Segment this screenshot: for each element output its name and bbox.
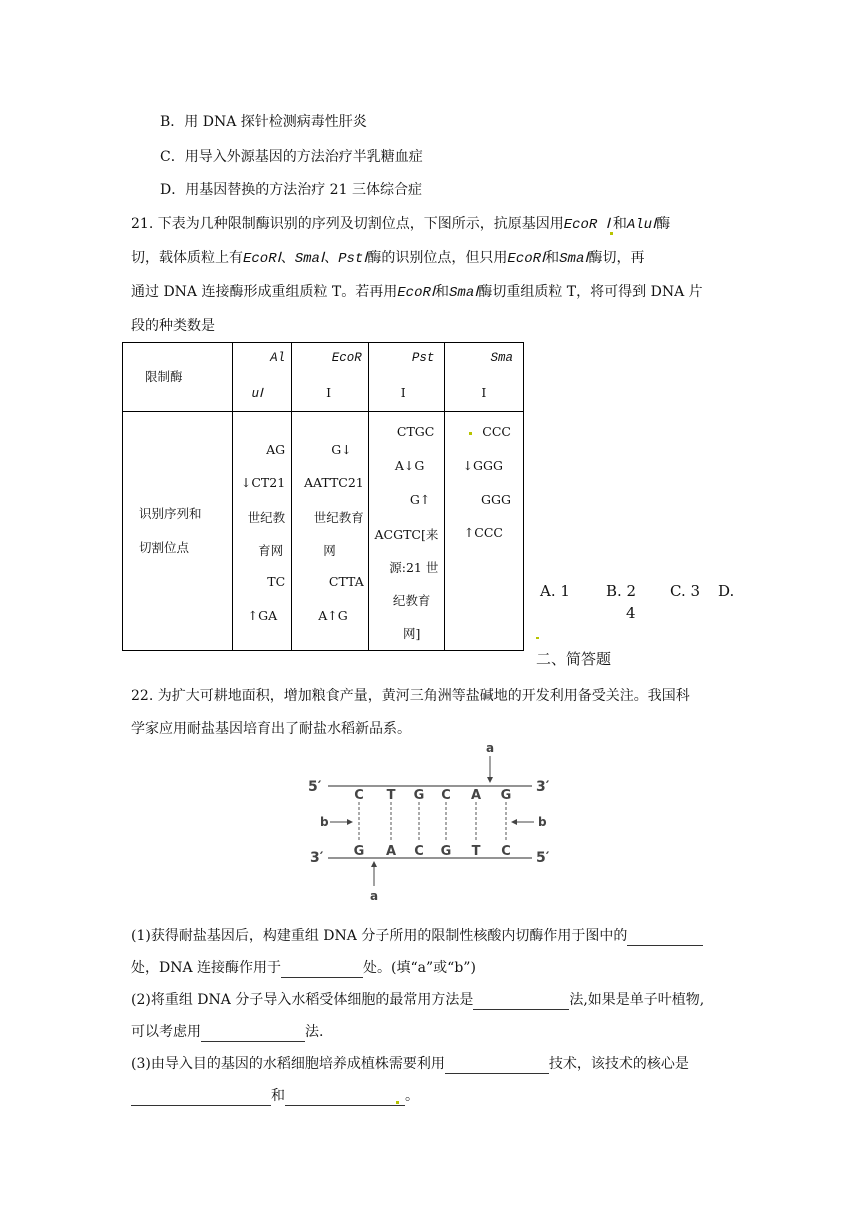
top-base: T: [386, 788, 396, 803]
label-a-bottom: a: [369, 889, 379, 903]
pst-sequence: CTGC A↓G G↑ ACGTC[来 源:21 世 纪教育 网]: [374, 424, 439, 641]
q22-part3-line1: (3)由导入目的基因的水稻细胞培养成植株需要利用 技术，该技术的核心是: [131, 1056, 689, 1072]
bottom-base: A: [385, 844, 397, 859]
yellow-mark-icon: [536, 637, 539, 639]
blank-7[interactable]: [285, 1091, 405, 1106]
top-base: G: [413, 788, 425, 803]
restriction-enzyme-table: 限制酶 Al uⅠ EcoR Ⅰ Pst Ⅰ Sma Ⅰ 识别序列和 切割位点 AG ↓CT21 世纪教 育网 TC ↑GA G↓ AATTC21 世纪教育 网 CTTA A↑G CTGC A↓G G↑ ACGTC[来 源:21 世 纪教育 网] CCC ↓GGG GGG ↑CCC: [122, 342, 524, 651]
label-a-top: a: [485, 741, 495, 755]
yellow-mark-icon: [610, 232, 613, 235]
dna-diagram: [300, 740, 560, 906]
blank-6[interactable]: [131, 1091, 271, 1106]
q22-part2-line2: 可以考虑用 法.: [131, 1024, 324, 1040]
blank-4[interactable]: [201, 1027, 305, 1042]
bottom-base: T: [471, 844, 481, 859]
q22-line-1: 22. 为扩大可耕地面积，增加粮食产量，黄河三角洲等盐碱地的开发利用备受关注。我国科: [131, 688, 690, 704]
bottom-base: G: [353, 844, 365, 859]
top-3-label: 3′: [536, 779, 550, 795]
yellow-mark-icon: [396, 1101, 399, 1104]
row-label-1: 识别序列和: [139, 506, 202, 521]
q22-part2-line1: (2)将重组 DNA 分子导入水稻受体细胞的最常用方法是 法,如果是单子叶植物,: [131, 992, 705, 1008]
q22-part1-line2: 处，DNA 连接酶作用于 处。(填“a”或“b”): [131, 960, 476, 976]
q22-part1-line1: (1)获得耐盐基因后，构建重组 DNA 分子所用的限制性核酸内切酶作用于图中的: [131, 926, 703, 946]
top-base: G: [500, 788, 512, 803]
top-base: C: [441, 788, 451, 803]
label-b-left: b: [320, 815, 329, 829]
blank-1[interactable]: [627, 931, 703, 946]
row-label-2: 切割位点: [139, 540, 190, 555]
choice-a: A. 1: [540, 582, 570, 600]
option-c: C．用导入外源基因的方法治疗半乳糖血症: [160, 149, 423, 165]
top-base: C: [354, 788, 364, 803]
top-base: A: [470, 788, 482, 803]
bottom-5-label: 5′: [536, 850, 550, 866]
top-5-label: 5′: [308, 779, 322, 795]
blank-2[interactable]: [281, 963, 363, 978]
yellow-mark-icon: [469, 432, 472, 435]
q21-line-2: 切，载体质粒上有EcoRⅠ、SmaⅠ、PstⅠ酶的识别位点，但只用EcoRⅠ和SmaⅠ酶切，再: [131, 250, 645, 267]
q21-line-4: 段的种类数是: [131, 318, 215, 334]
header-label: 限制酶: [145, 369, 183, 384]
q21-line-1: 21. 下表为几种限制酶识别的序列及切割位点，下图所示，抗原基因用EcoR Ⅰ 和AluⅠ酶: [131, 216, 671, 233]
sma-sequence: CCC ↓GGG GGG ↑CCC: [462, 424, 511, 540]
bottom-3-label: 3′: [310, 850, 324, 866]
choice-b: B. 2: [606, 582, 637, 600]
choice-d-value: 4: [626, 604, 636, 622]
blank-3[interactable]: [473, 995, 569, 1010]
bottom-base: G: [440, 844, 452, 859]
ecor-sequence: G↓ AATTC21 世纪教育 网 CTTA A↑G: [304, 442, 364, 623]
choice-c: C. 3: [670, 582, 701, 600]
section-heading: 二、简答题: [536, 650, 612, 668]
hydrogen-bonds: [359, 802, 506, 842]
alu-sequence: AG ↓CT21 世纪教 育网 TC ↑GA: [240, 442, 286, 623]
option-b: B．用 DNA 探针检测病毒性肝炎: [160, 114, 367, 130]
blank-5[interactable]: [445, 1059, 549, 1074]
option-d: D．用基因替换的方法治疗 21 三体综合症: [160, 182, 422, 198]
q21-line-3: 通过 DNA 连接酶形成重组质粒 T。若再用EcoRⅠ和SmaⅠ酶切重组质粒 T，将可得到 DNA 片: [131, 284, 703, 301]
q22-part3-line2: 和 。: [131, 1086, 419, 1106]
bottom-base: C: [501, 844, 511, 859]
q21-number: 21.: [131, 216, 154, 232]
label-b-right: b: [538, 815, 547, 829]
q22-number: 22.: [131, 688, 154, 704]
choice-d: D.: [718, 582, 735, 600]
q22-line-2: 学家应用耐盐基因培育出了耐盐水稻新品系。: [131, 721, 411, 737]
bottom-base: C: [414, 844, 424, 859]
